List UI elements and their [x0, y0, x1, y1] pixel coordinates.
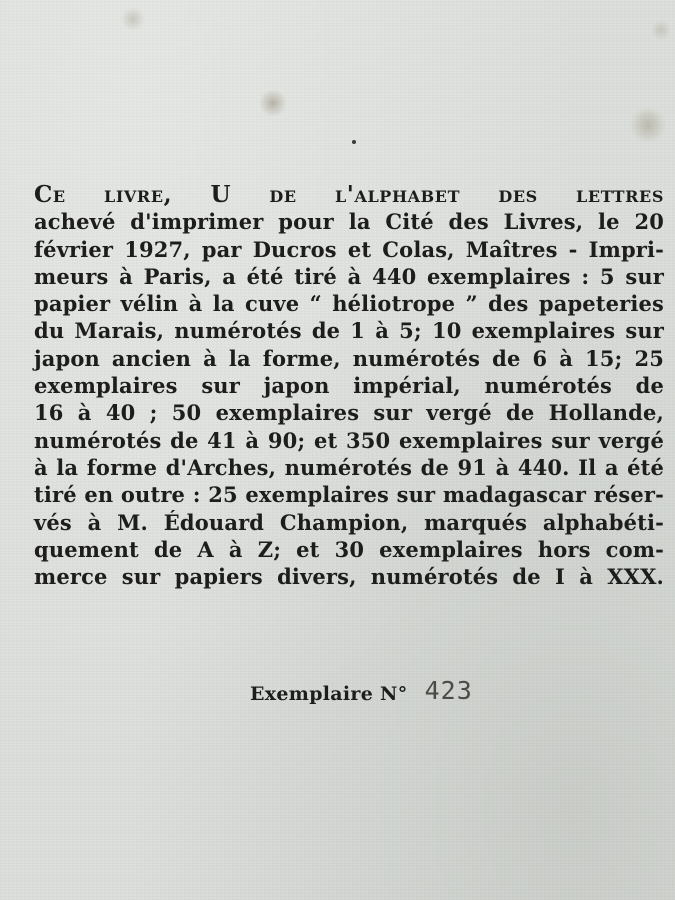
- colophon-line: à la forme d'Arches, numérotés de 91 à 440. Il a été: [34, 454, 664, 480]
- colophon-line: Ce livre, U de l'alphabet des lettres: [34, 181, 664, 208]
- colophon-line: numérotés de 41 à 90; et 350 exemplaires sur vergé: [34, 427, 664, 453]
- colophon-line: achevé d'imprimer pour la Cité des Livres, le 20: [34, 209, 664, 235]
- colophon-line: papier vélin à la cuve “ héliotrope ” des papeteries: [34, 291, 664, 317]
- copy-number-label: Exemplaire N°: [250, 683, 408, 705]
- colophon-line: japon ancien à la forme, numérotés de 6 à 15; 25: [34, 345, 664, 371]
- colophon-text: [34, 181, 664, 590]
- colophon-line: quement de A à Z; et 30 exemplaires hors com-: [34, 536, 664, 562]
- foxing-spot: [258, 90, 288, 116]
- colophon-line: exemplaires sur japon impérial, numérotés de: [34, 373, 664, 399]
- colophon-line: février 1927, par Ducros et Colas, Maîtres - Impri-: [34, 236, 664, 262]
- ink-dot: [352, 140, 356, 144]
- foxing-spot: [120, 8, 146, 30]
- foxing-spot: [650, 20, 672, 40]
- colophon-line: vés à M. Édouard Champion, marqués alphabéti-: [34, 509, 664, 535]
- colophon-line: meurs à Paris, a été tiré à 440 exemplaires : 5 sur: [34, 263, 664, 289]
- foxing-spot: [628, 108, 668, 142]
- colophon-line: tiré en outre : 25 exemplaires sur madagascar réser-: [34, 482, 664, 508]
- colophon-line: du Marais, numérotés de 1 à 5; 10 exemplaires sur: [34, 318, 664, 344]
- colophon-line: merce sur papiers divers, numérotés de I à XXX.: [34, 564, 664, 590]
- copy-number-line: [250, 676, 473, 705]
- colophon-line: 16 à 40 ; 50 exemplaires sur vergé de Hollande,: [34, 400, 664, 426]
- copy-number-value: 423: [424, 676, 473, 705]
